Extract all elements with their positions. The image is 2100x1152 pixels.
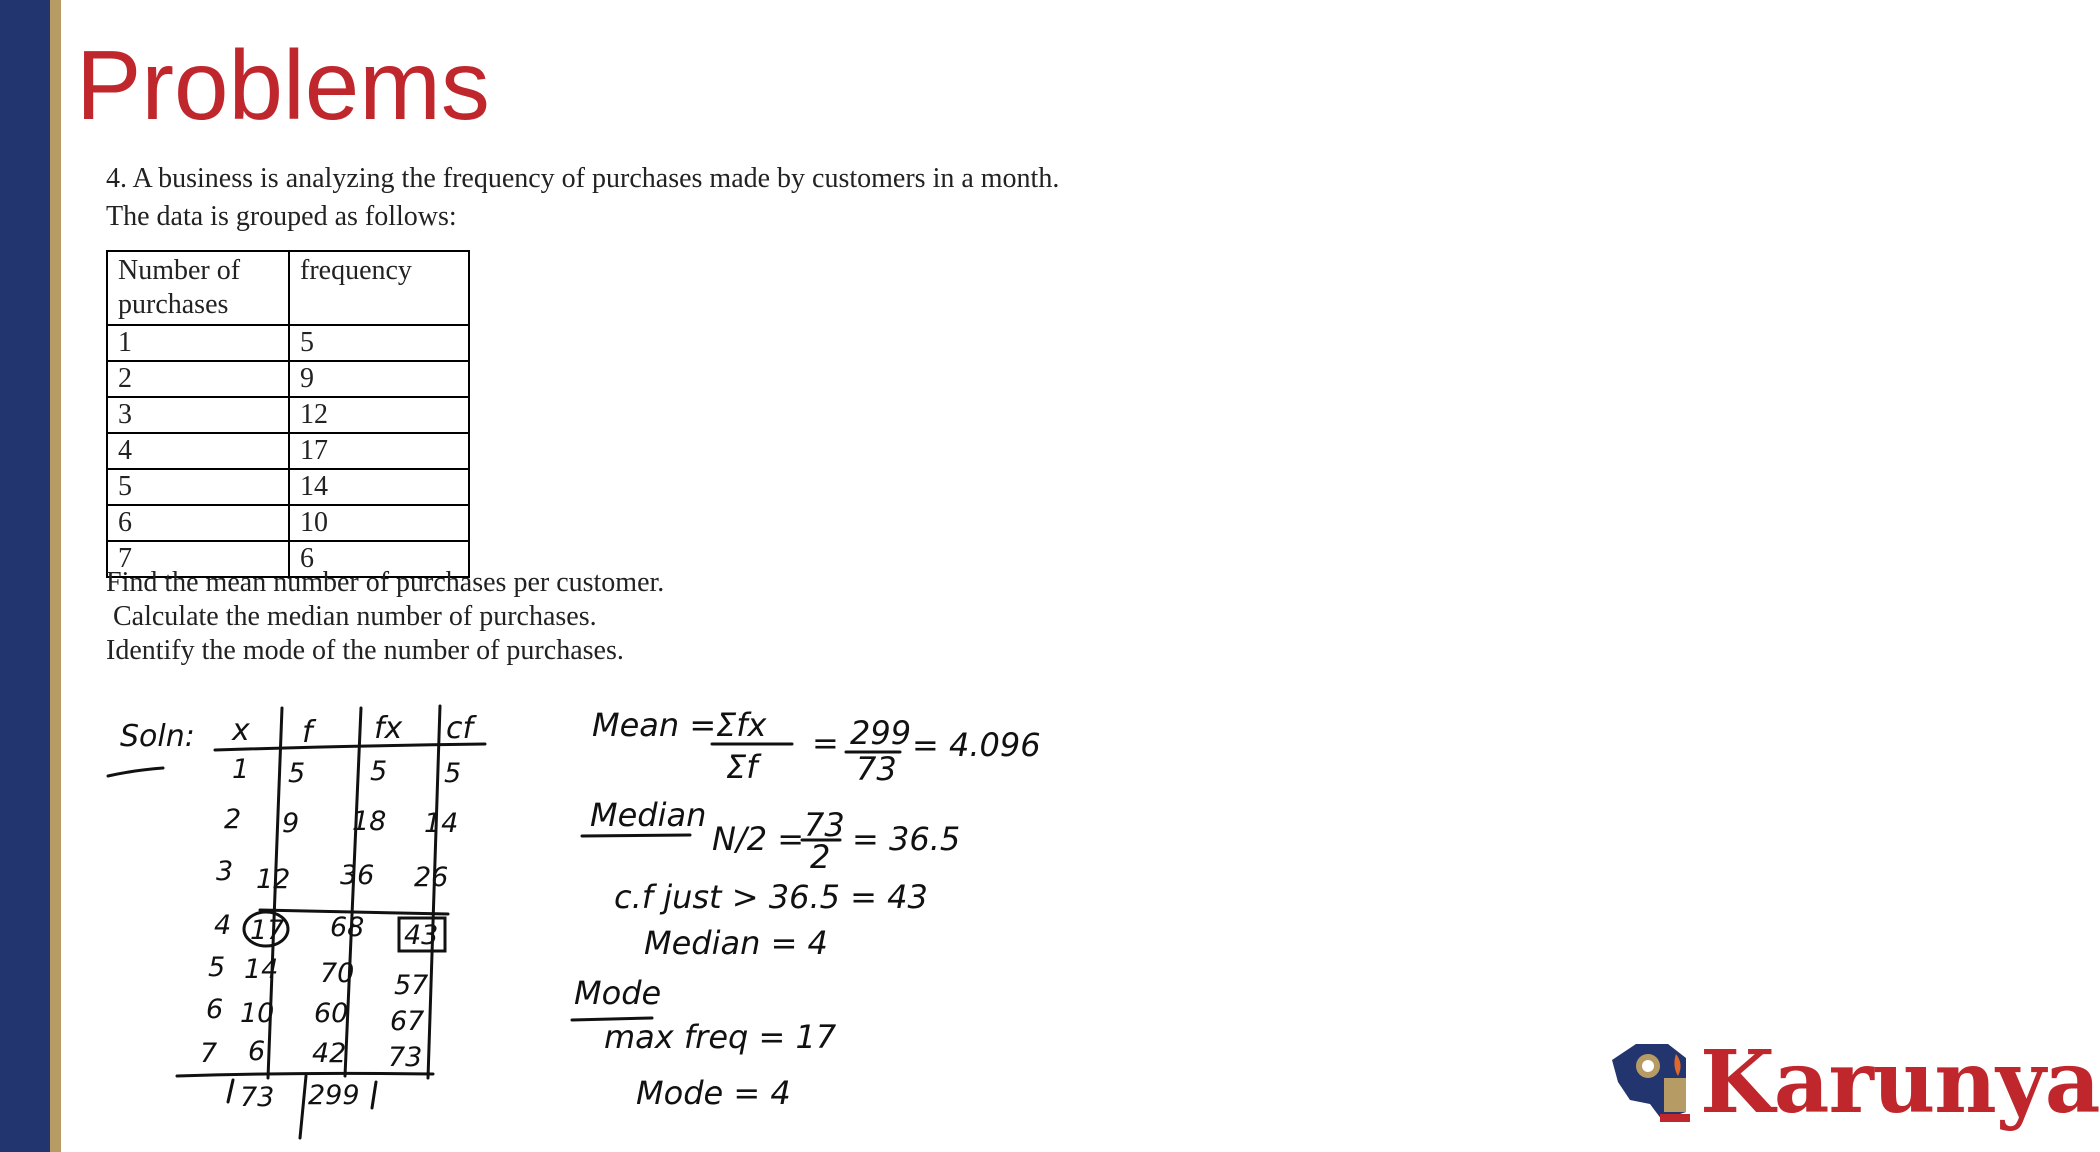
cell-purchases: 4	[107, 433, 289, 469]
soln-fx: 68	[330, 912, 365, 943]
cell-frequency: 9	[289, 361, 469, 397]
mode-result: Mode = 4	[636, 1074, 791, 1112]
karunya-logo: Karunya	[1700, 1032, 2100, 1133]
median-n2: N/2 =	[712, 820, 805, 858]
soln-fx: 36	[340, 860, 375, 891]
mean-label: Mean =	[592, 706, 717, 744]
soln-label: Soln:	[120, 719, 195, 754]
soln-f: 9	[282, 808, 300, 839]
mean-den: Σf	[726, 748, 758, 786]
soln-x: 7	[200, 1038, 218, 1069]
problem-statement: 4. A business is analyzing the frequency of purchases made by customers in a month. The data is grouped as follows:	[106, 163, 1060, 232]
soln-f: 17	[250, 915, 285, 946]
question-median: Calculate the median number of purchases.	[106, 601, 597, 632]
col-divider-1-tail	[228, 1080, 233, 1102]
totals-tail	[300, 1076, 306, 1138]
soln-header-f: f	[302, 715, 313, 750]
mean-val-num: 299	[850, 714, 912, 752]
slide-title: Problems	[76, 30, 490, 140]
soln-cf: 73	[388, 1042, 423, 1073]
logo-emblem	[1612, 1044, 1690, 1122]
soln-x: 5	[208, 952, 226, 983]
median-heading: Median	[590, 796, 707, 834]
soln-fx: 18	[352, 806, 387, 837]
soln-fx: 70	[320, 958, 355, 989]
cell-frequency: 6	[289, 541, 469, 577]
cell-purchases: 1	[107, 325, 289, 361]
soln-x: 3	[216, 856, 234, 887]
median-cf: c.f just > 36.5 = 43	[614, 878, 928, 916]
soln-header-cf: cf	[446, 711, 474, 746]
soln-x: 1	[232, 754, 250, 785]
cell-purchases: 5	[107, 469, 289, 505]
median-n2-result: = 36.5	[852, 820, 961, 858]
soln-total-f: 73	[240, 1082, 275, 1113]
median-underline	[582, 835, 690, 836]
question-mode: Identify the mode of the number of purchases.	[106, 635, 624, 666]
soln-header-x: x	[232, 713, 250, 748]
soln-fx: 42	[312, 1038, 347, 1069]
soln-fx: 5	[370, 756, 388, 787]
soln-f: 10	[240, 998, 275, 1029]
cell-frequency: 17	[289, 433, 469, 469]
soln-f: 14	[244, 954, 279, 985]
soln-x: 4	[214, 910, 232, 941]
soln-cf: 5	[444, 758, 462, 789]
cell-purchases: 7	[107, 541, 289, 577]
mean-num: Σfx	[716, 706, 767, 744]
soln-fx: 60	[314, 998, 349, 1029]
header-rule	[215, 744, 485, 750]
soln-total-fx: 299	[308, 1080, 360, 1111]
soln-f: 5	[288, 758, 306, 789]
soln-header-fx: fx	[374, 711, 403, 746]
cell-purchases: 6	[107, 505, 289, 541]
mean-eq: =	[812, 724, 839, 762]
soln-cf: 57	[394, 970, 429, 1001]
soln-f: 12	[256, 864, 291, 895]
cell-frequency: 5	[289, 325, 469, 361]
cell-frequency: 10	[289, 505, 469, 541]
median-result: Median = 4	[644, 924, 828, 962]
header-frequency: frequency	[289, 251, 469, 325]
median-frac-num: 73	[804, 806, 845, 844]
col-divider-3-tail	[372, 1082, 376, 1108]
cell-frequency: 12	[289, 397, 469, 433]
soln-f: 6	[248, 1036, 266, 1067]
question-mean: Find the mean number of purchases per customer.	[106, 567, 665, 598]
soln-x: 2	[224, 804, 242, 835]
mode-heading: Mode	[574, 974, 662, 1012]
cell-purchases: 2	[107, 361, 289, 397]
soln-underline	[108, 768, 163, 776]
cell-purchases: 3	[107, 397, 289, 433]
mean-result: = 4.096	[912, 726, 1041, 764]
median-frac-den: 2	[810, 838, 831, 876]
mean-val-den: 73	[856, 750, 897, 788]
soln-x: 6	[206, 994, 224, 1025]
header-number-of-purchases: Number of purchases	[107, 251, 289, 325]
soln-cf: 43	[404, 920, 439, 951]
cell-frequency: 14	[289, 469, 469, 505]
soln-cf: 26	[414, 862, 449, 893]
soln-cf: 14	[424, 808, 459, 839]
soln-cf: 67	[390, 1006, 425, 1037]
mode-freq: max freq = 17	[604, 1018, 837, 1056]
